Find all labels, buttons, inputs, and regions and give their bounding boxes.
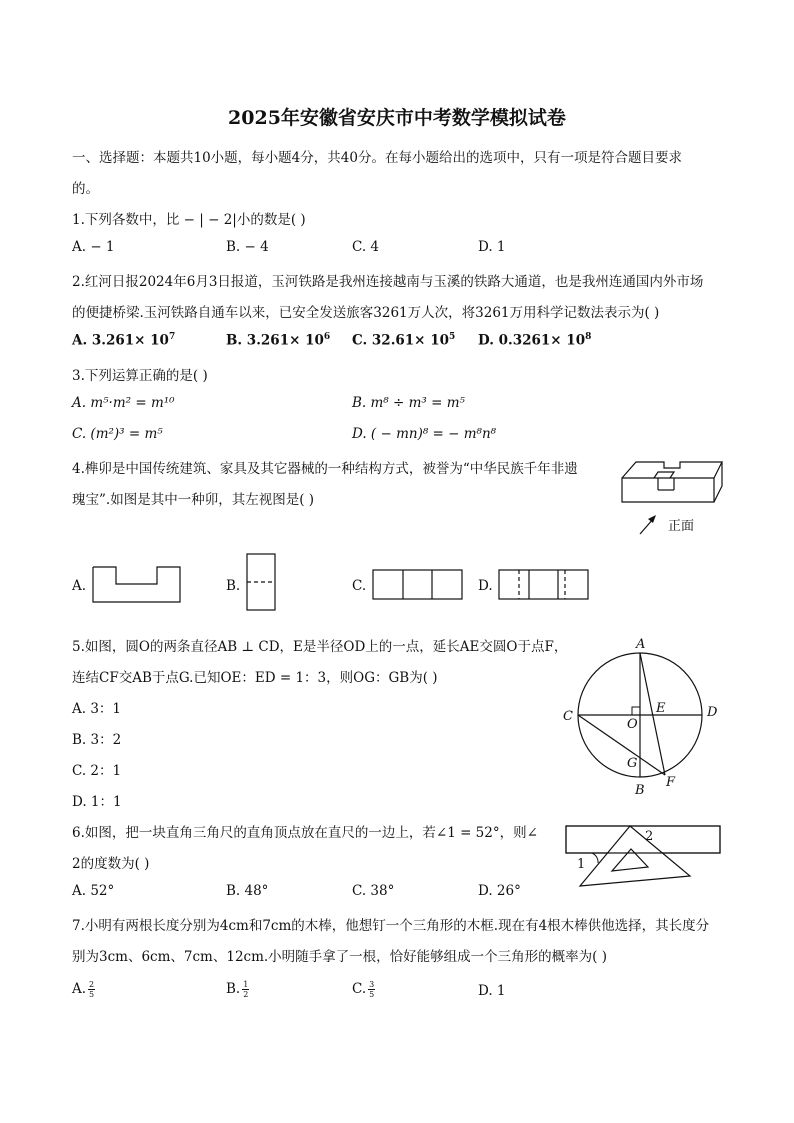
circle-figure: [560, 632, 730, 802]
q4-option-c-label[interactable]: C.: [352, 578, 367, 594]
q3-option-a[interactable]: A. m⁵·m² = m¹⁰: [72, 395, 175, 411]
q7-option-a[interactable]: A. $\frac{2}{5}$: [72, 980, 95, 999]
q5-option-d[interactable]: D. 1：1: [72, 794, 122, 810]
section-heading-cont: 的。: [72, 181, 99, 197]
segment-cf: [578, 715, 665, 775]
q4-option-d-label[interactable]: D.: [478, 578, 493, 594]
q1-stem: 1.下列各数中，比 − | − 2|小的数是( ): [72, 212, 306, 228]
q2-option-a[interactable]: A. $3.261\times 10^7$: [72, 332, 176, 349]
page-title: 2025年安徽省安庆市中考数学模拟试卷: [228, 107, 566, 129]
point-c: C: [563, 709, 573, 724]
q6-stem-line2: 2的度数为( ): [72, 856, 150, 872]
q3-option-d[interactable]: D. ( − mn)⁸ = − m⁸n⁸: [352, 426, 497, 442]
point-d: D: [707, 705, 718, 720]
angle-2-label: 2: [645, 829, 654, 844]
q6-stem-line1: 6.如图，把一块直角三角尺的直角顶点放在直尺的一边上，若∠1 = 52°，则∠: [72, 825, 538, 841]
mortise-3d-figure: [618, 458, 722, 543]
fraction: $\frac{2}{5}$: [89, 980, 95, 999]
q4-stem-line2: 瑰宝”.如图是其中一种卯，其左视图是( ): [72, 492, 315, 508]
q7-option-c[interactable]: C. $\frac{3}{5}$: [352, 980, 375, 999]
q6-option-d[interactable]: D. 26°: [478, 883, 521, 899]
q2-option-b[interactable]: B. $3.261\times 10^6$: [226, 332, 331, 349]
q3-stem: 3.下列运算正确的是( ): [72, 368, 208, 384]
right-angle-mark: [632, 707, 640, 715]
q5-option-b[interactable]: B. 3：2: [72, 732, 122, 748]
point-b: B: [635, 783, 645, 798]
q4-stem-line1: 4.榫卯是中国传统建筑、家具及其它器械的一种结构方式，被誉为“中华民族千年非遗: [72, 461, 578, 477]
q1-option-a[interactable]: A. − 1: [72, 239, 115, 255]
q1-option-b[interactable]: B. − 4: [226, 239, 269, 255]
point-e: E: [656, 701, 666, 716]
q5-stem-line2: 连结CF交AB于点G.已知OE：ED = 1：3，则OG：GB为( ): [72, 670, 438, 686]
q1-option-c[interactable]: C. 4: [352, 239, 380, 255]
q7-option-b[interactable]: B. $\frac{1}{2}$: [226, 980, 249, 999]
q7-stem-line2: 别为3cm、6cm、7cm、12cm.小明随手拿了一根，恰好能够组成一个三角形的概率为( ): [72, 949, 608, 965]
q6-option-a[interactable]: A. 52°: [72, 883, 115, 899]
q6-option-c[interactable]: C. 38°: [352, 883, 395, 899]
fraction: $\frac{1}{2}$: [243, 980, 249, 999]
view-arrow-head: [648, 515, 656, 523]
q2-stem-line1: 2.红河日报2024年6月3日报道，玉河铁路是我州连接越南与玉溪的铁路大通道，也是我州连通国内外市场: [72, 274, 704, 290]
angle-1-label: 1: [577, 857, 586, 872]
q4-option-b-figure[interactable]: [246, 553, 276, 611]
section-heading: 一、选择题：本题共10小题，每小题4分，共40分。在每小题给出的选项中，只有一项是符合题目要求: [72, 150, 682, 166]
q4-option-a-figure[interactable]: [92, 566, 182, 604]
q1-option-d[interactable]: D. 1: [478, 239, 506, 255]
q5-option-a[interactable]: A. 3：1: [72, 701, 122, 717]
q7-option-d[interactable]: D. 1: [478, 983, 506, 999]
q3-option-c[interactable]: C. (m²)³ = m⁵: [72, 426, 163, 442]
q4-option-b-label[interactable]: B.: [226, 578, 241, 594]
q4-option-a-label[interactable]: A.: [72, 578, 87, 594]
ruler-triangle-figure: [560, 818, 730, 890]
q6-option-b[interactable]: B. 48°: [226, 883, 269, 899]
q2-stem-line2: 的便捷桥梁.玉河铁路自通车以来，已安全发送旅客3261万人次，将3261万用科学记数法表示为( ): [72, 305, 660, 321]
point-g: G: [627, 756, 638, 771]
q7-stem-line1: 7.小明有两根长度分别为4cm和7cm的木棒，他想钉一个三角形的木框.现在有4根木棒供他选择，其长度分: [72, 918, 710, 934]
q3-option-b[interactable]: B. m⁸ ÷ m³ = m⁵: [352, 395, 465, 411]
q5-option-c[interactable]: C. 2：1: [72, 763, 122, 779]
q2-option-d[interactable]: D. $0.3261\times 10^8$: [478, 332, 592, 349]
fraction: $\frac{3}{5}$: [369, 980, 375, 999]
point-f: F: [666, 775, 676, 790]
q4-option-c-figure[interactable]: [372, 569, 464, 601]
point-a: A: [636, 637, 646, 652]
q2-option-c[interactable]: C. $32.61\times 10^5$: [352, 332, 456, 349]
point-o: O: [627, 717, 638, 732]
front-view-label: 正面: [668, 519, 695, 534]
q5-stem-line1: 5.如图，圆O的两条直径AB ⊥ CD，E是半径OD上的一点，延长AE交圆O于点F，: [72, 639, 568, 655]
q4-option-d-figure[interactable]: [498, 569, 590, 601]
